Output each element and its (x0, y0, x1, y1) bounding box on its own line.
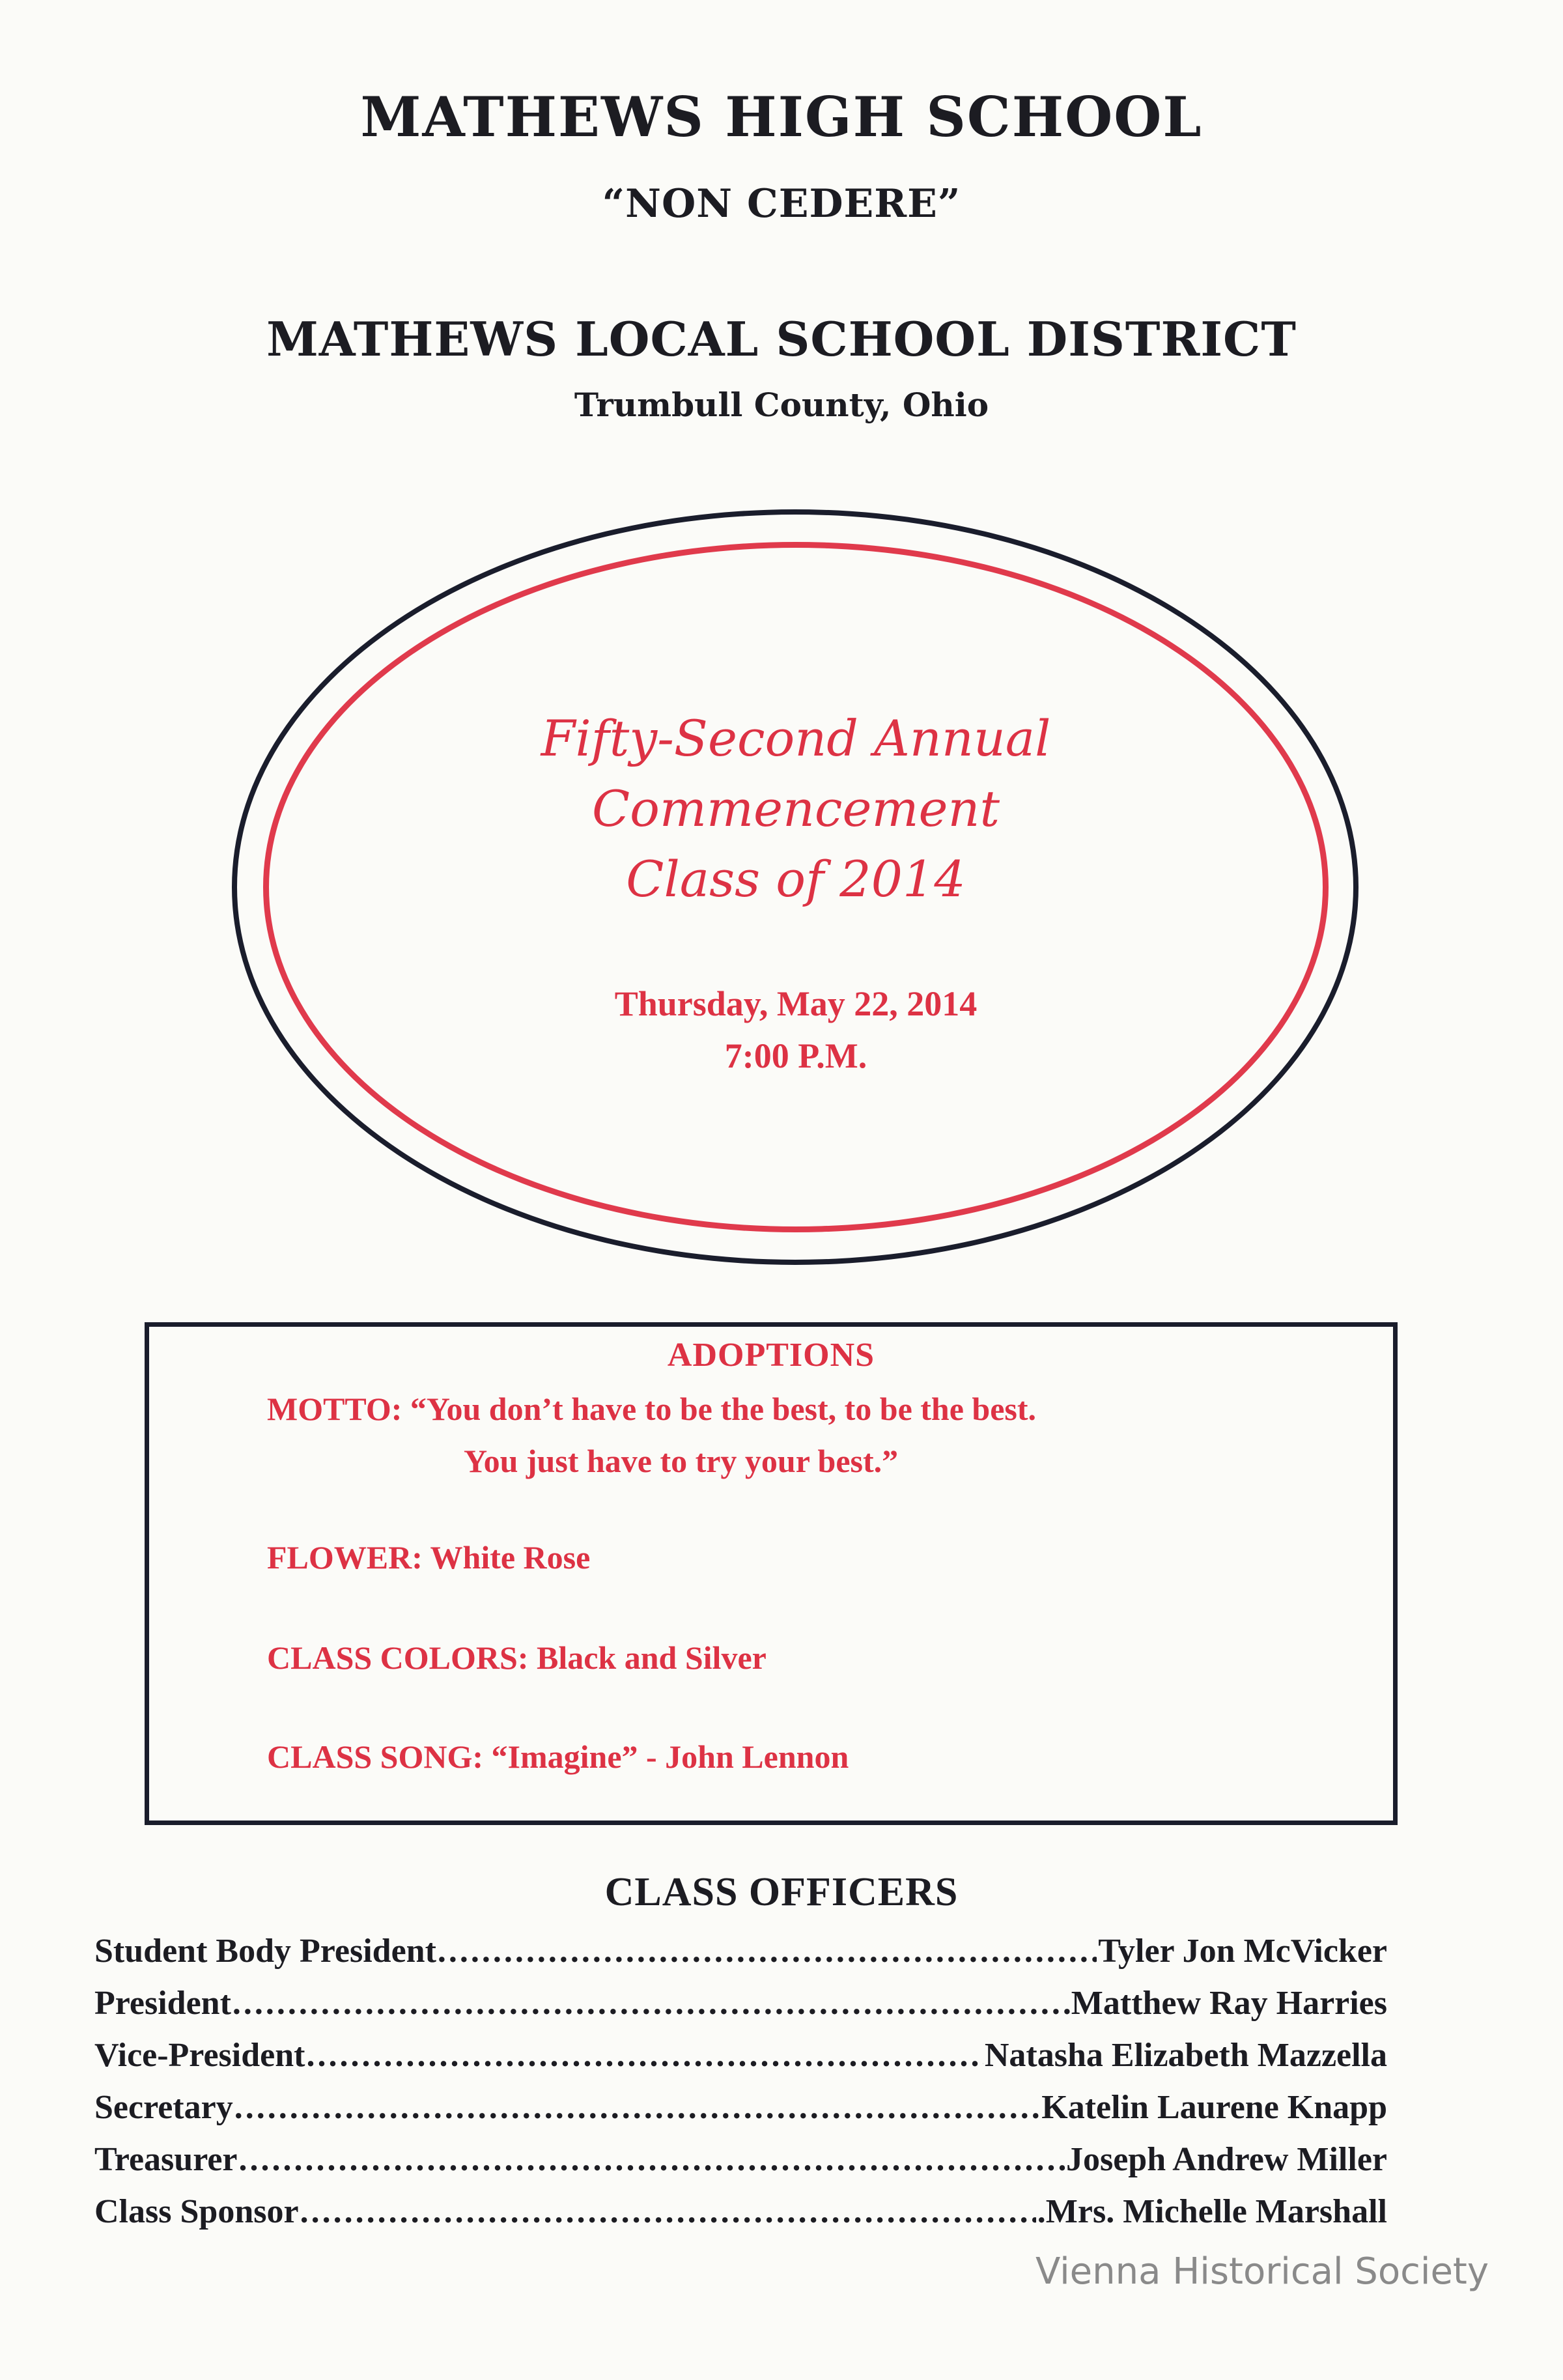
officer-row-treasurer (94, 2135, 1387, 2185)
colors-row (267, 1636, 767, 1679)
ceremony-title-line1: Fifty-Second Annual (541, 709, 1051, 767)
officer-role: Vice-President (94, 2037, 305, 2074)
county-name: Trumbull County, Ohio (574, 386, 989, 424)
motto-label: MOTTO: (267, 1391, 402, 1427)
officer-role: Class Sponsor (94, 2193, 299, 2230)
officer-role: Student Body President (94, 1933, 436, 1970)
dot-leader (306, 2031, 983, 2080)
officer-name: Matthew Ray Harries (1071, 1985, 1387, 2022)
ceremony-date: Thursday, May 22, 2014 (614, 984, 978, 1023)
officer-role: Treasurer (94, 2141, 238, 2178)
officer-name: Joseph Andrew Miller (1065, 2141, 1387, 2178)
officer-name: Katelin Laurene Knapp (1041, 2089, 1387, 2126)
ceremony-time: 7:00 P.M. (724, 1036, 867, 1075)
song-row (267, 1735, 849, 1778)
officer-row-secretary (94, 2083, 1387, 2132)
officer-name: Tyler Jon McVicker (1098, 1933, 1387, 1970)
school-name: MATHEWS HIGH SCHOOL (360, 85, 1203, 149)
colors-label: CLASS COLORS: (267, 1639, 529, 1676)
officer-role: President (94, 1985, 231, 2022)
adoptions-title: ADOPTIONS (667, 1337, 875, 1374)
flower-row (267, 1536, 590, 1579)
district-name: MATHEWS LOCAL SCHOOL DISTRICT (266, 311, 1297, 367)
motto-line2: You just have to try your best.” (464, 1443, 899, 1479)
ceremony-title-line2: Commencement (591, 780, 1000, 838)
song-label: CLASS SONG: (267, 1738, 484, 1775)
officer-row-class-sponsor (94, 2187, 1387, 2237)
dot-leader (232, 1979, 1070, 2028)
officer-name: .Mrs. Michelle Marshall (1037, 2193, 1387, 2230)
song-value: “Imagine” - John Lennon (491, 1738, 849, 1775)
officer-row-student-body-president (94, 1927, 1387, 1976)
officer-row-president (94, 1979, 1387, 2028)
flower-value: White Rose (430, 1539, 591, 1576)
officers-title: CLASS OFFICERS (604, 1870, 959, 1914)
officer-role: Secretary (94, 2089, 233, 2126)
motto-row (267, 1387, 1036, 1430)
dot-leader (239, 2135, 1065, 2185)
flower-label: FLOWER: (267, 1539, 423, 1576)
colors-value: Black and Silver (537, 1639, 767, 1676)
dot-leader (234, 2083, 1041, 2132)
ceremony-title-line3: Class of 2014 (626, 850, 966, 908)
dot-leader (438, 1927, 1097, 1976)
officer-name: Natasha Elizabeth Mazzella (984, 2037, 1387, 2074)
motto-line1: “You don’t have to be the best, to be the best. (410, 1391, 1037, 1427)
officer-row-vice-president (94, 2031, 1387, 2080)
dot-leader (300, 2187, 1036, 2237)
school-motto: “NON CEDERE” (602, 181, 961, 227)
watermark-text: Vienna Historical Society (1035, 2250, 1489, 2293)
